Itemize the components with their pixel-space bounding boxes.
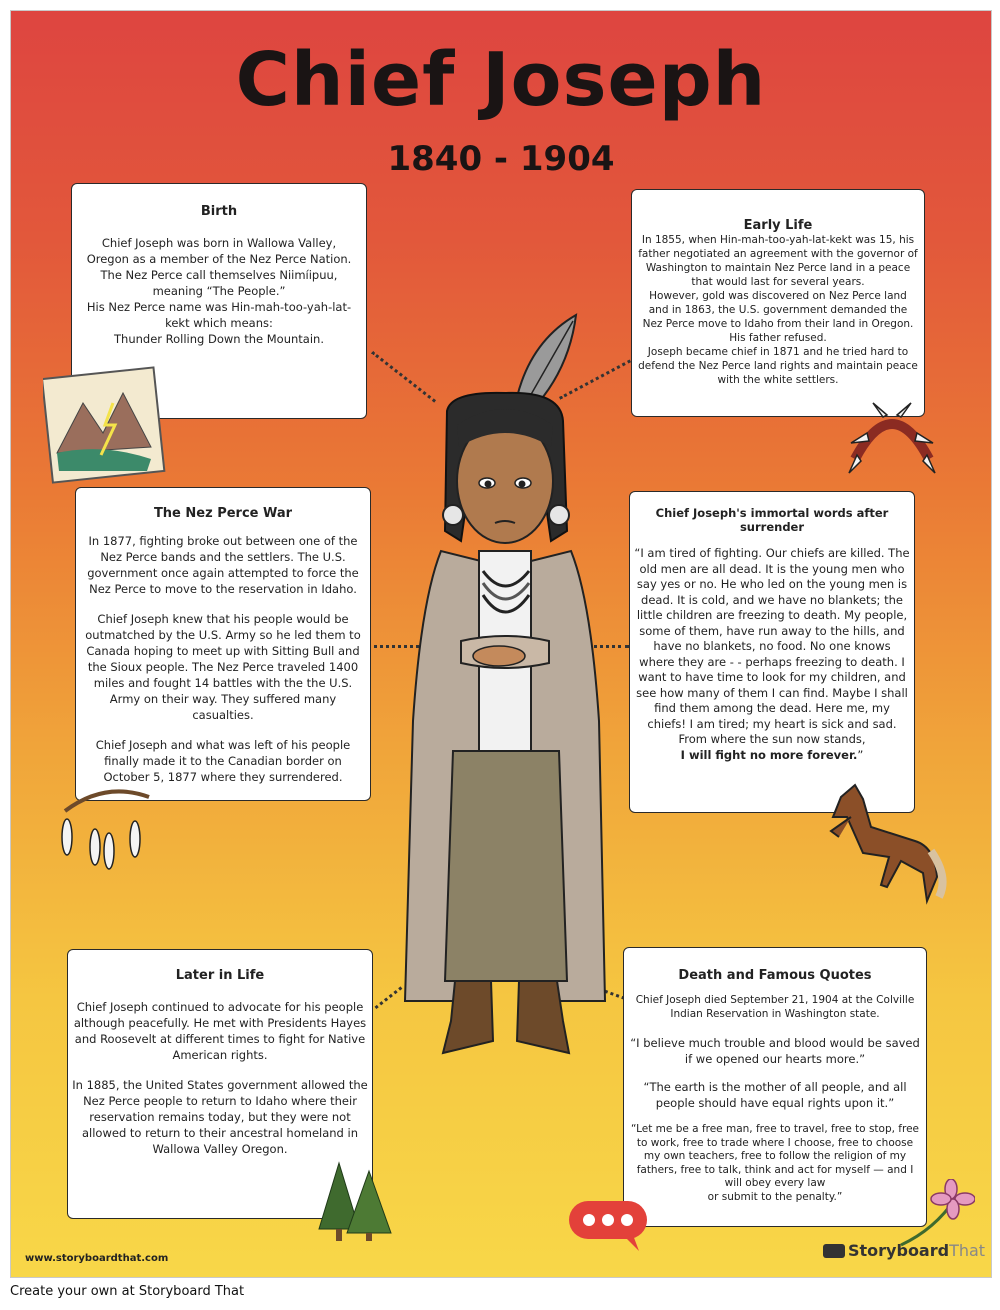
early-life-text-4: Joseph became chief in 1871 and he tried hard to defend the Nez Perce land rights and maintain peace with the white settlers. [638, 346, 918, 386]
immortal-words-heading: Chief Joseph's immortal words after surrender [655, 506, 889, 534]
footer-caption: Create your own at Storyboard That [10, 1284, 245, 1299]
speech-bubble-icon [567, 1199, 651, 1253]
war-paragraph-1: In 1877, fighting broke out between one of the Nez Perce bands and the settlers. The U.S. government once again attempted to force the Nez Perce to move to the reservation in Idaho. [87, 534, 359, 596]
page-title: Chief Joseph [235, 37, 767, 123]
dreamcatcher-feathers-icon [55, 781, 155, 881]
death-quote-2: “The earth is the mother of all people, and all people should have equal rights upon it.” [643, 1080, 907, 1110]
headdress-icon [845, 399, 939, 477]
later-life-paragraph-2: In 1885, the United States government allowed the Nez Perce people to return to Idaho where their reservation remains today, but they were not allowed to return to their ancestral homeland in Wallowa Valley Oregon. [72, 1078, 368, 1156]
birth-text-3: Thunder Rolling Down the Mountain. [114, 332, 324, 346]
early-life-heading: Early Life [743, 218, 813, 233]
later-life-paragraph-1: Chief Joseph continued to advocate for his people although peacefully. He met with Presidents Hayes and Roosevelt at different times to fight for Native American rights. [73, 1000, 367, 1062]
death-heading: Death and Famous Quotes [678, 968, 872, 983]
death-quote-3: “Let me be a free man, free to travel, free to stop, free to work, free to trade where I choose, free to choose my own teachers, free to follow the religion of my fathers, free to talk, think and act for myself — and I will obey every law or submit to the penalty.” [630, 1123, 920, 1203]
war-heading: The Nez Perce War [153, 506, 293, 521]
birth-heading: Birth [200, 204, 238, 219]
death-intro: Chief Joseph died September 21, 1904 at the Colville Indian Reservation in Washington state. [635, 994, 915, 1020]
war-card [75, 487, 371, 801]
death-card [623, 947, 927, 1227]
early-life-card [631, 189, 925, 417]
immortal-words-card [629, 491, 915, 813]
war-paragraph-3: Chief Joseph and what was left of his people finally made it to the Canadian border on October 5, 1877 where they surrendered. [95, 738, 351, 784]
birth-text-2: His Nez Perce name was Hin-mah-too-yah-lat-kekt which means: [86, 300, 352, 330]
pine-trees-icon [311, 1159, 399, 1243]
chief-joseph-illustration [391, 301, 621, 1061]
website-url: www.storyboardthat.com [25, 1253, 169, 1264]
logo-icon [823, 1244, 845, 1258]
immortal-words-quote: “I am tired of fighting. Our chiefs are killed. The old men are all dead. It is the young men who say yes or no. He who led on the young men is dead. It is cold, and we have no blankets; the little children are freezing to death. My people, some of them, have run away to the hills, and have no blankets, no food. No one knows where they are - - perhaps freezing to death. I want to have time to look for my children, and see how many of them I can find. Maybe I shall find them among the dead. Here me, my chiefs! I am tired; my heart is sick and sad. From where the sun now stands, I will fight no more forever.” [634, 546, 910, 762]
early-life-text-3: His father refused. [729, 332, 827, 344]
birth-text-1: Chief Joseph was born in Wallowa Valley, Oregon as a member of the Nez Perce Nation. The Nez Perce call themselves Niimíipuu, meaning “The People.” [86, 236, 352, 298]
poster [10, 10, 992, 1278]
war-paragraph-2: Chief Joseph knew that his people would be outmatched by the U.S. Army so he led them to Canada hoping to meet up with Sitting Bull and the Sioux people. The Nez Perce traveled 1400 miles and fought 14 battles with the the U.S. Army on their way. They suffered many casualties. [85, 612, 361, 722]
later-life-heading: Later in Life [175, 968, 265, 983]
horse-icon [811, 777, 951, 907]
early-life-text-2: However, gold was discovered on Nez Perce land and in 1863, the U.S. government demanded the Nez Perce move to Idaho from their land in Oregon. [642, 290, 914, 330]
mountain-lightning-icon [43, 363, 169, 485]
storyboardthat-logo: StoryboardThat [823, 1241, 985, 1260]
flower-icon [895, 1179, 975, 1249]
lifespan-years: 1840 - 1904 [387, 139, 615, 179]
early-life-text-1: In 1855, when Hin-mah-too-yah-lat-kekt was 15, his father negotiated an agreement with the governor of Washington to maintain Nez Perce land in a peace that would last for several years. [638, 234, 918, 288]
death-quote-1: “I believe much trouble and blood would be saved if we opened our hearts more.” [630, 1036, 920, 1066]
immortal-words-bold: I will fight no more forever. [680, 747, 858, 762]
